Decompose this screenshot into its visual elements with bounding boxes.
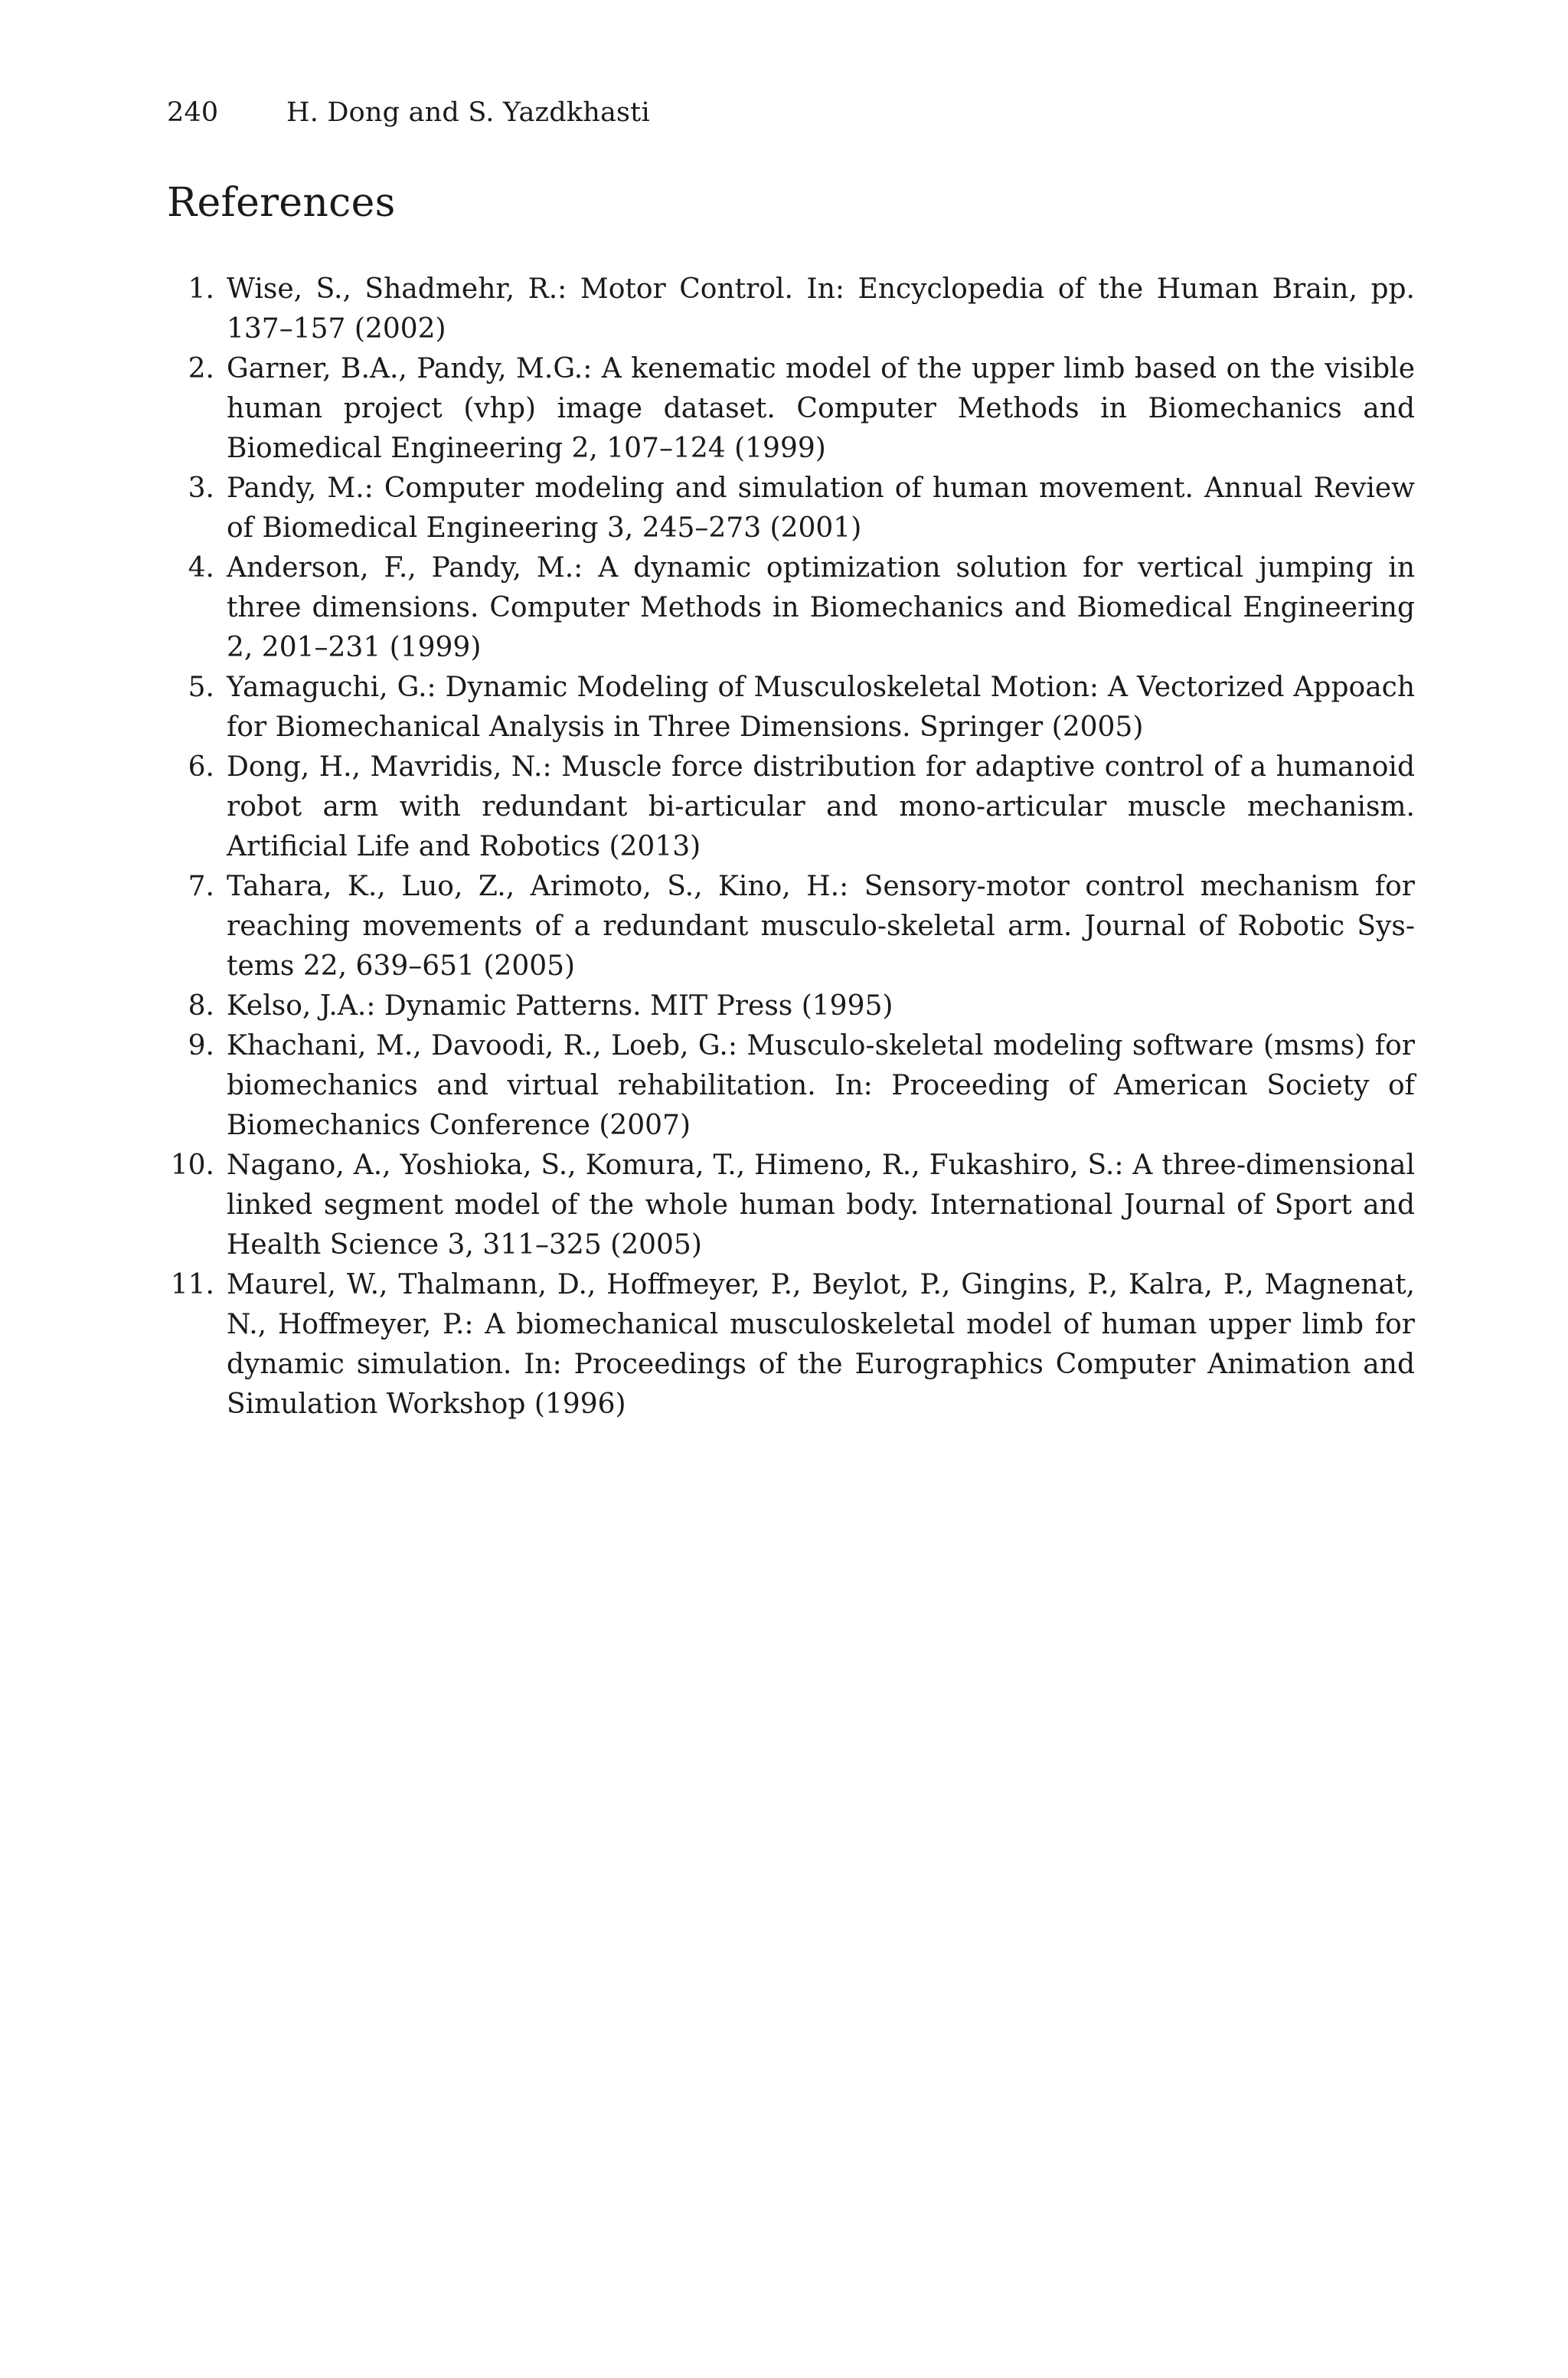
reference-number: 10. — [170, 1150, 214, 1181]
reference-number: 4. — [188, 552, 214, 584]
reference-text: Garner, B.A., Pandy, M.G.: A kenematic model of the upper limb based on the visible human project (vhp) image dataset. Computer Methods in Biomechanics and Biomedical Engineering 2, 107–124 (1999) — [227, 353, 1415, 464]
running-head-authors: H. Dong and S. Yazdkhasti — [286, 97, 650, 128]
reference-text: Kelso, J.A.: Dynamic Patterns. MIT Press (1995) — [227, 990, 893, 1022]
reference-item — [167, 1146, 1415, 1265]
reference-item — [167, 668, 1415, 747]
reference-number: 8. — [188, 990, 214, 1022]
reference-text: Khachani, M., Davoodi, R., Loeb, G.: Musculo-skeletal modeling software (msms) for biomechanics and virtual rehabilitation. In: Proceeding of American Society of Biomechanics Conference (2007) — [227, 1030, 1415, 1141]
reference-item — [167, 469, 1415, 548]
reference-number: 6. — [188, 751, 214, 783]
reference-number: 5. — [188, 672, 214, 703]
reference-text: Dong, H., Mavridis, N.: Muscle force distribution for adaptive control of a humanoid robot arm with redundant bi-articular and mono-articular muscle mechanism. Artificial Life and Robotics (2013) — [227, 751, 1415, 862]
running-head — [167, 96, 650, 129]
reference-text: Anderson, F., Pandy, M.: A dynamic optimization solution for vertical jumping in three dimensions. Computer Methods in Biomechanics and Biomedical Engineering 2, 201–231 (1999) — [227, 552, 1415, 663]
reference-number: 1. — [188, 273, 214, 305]
reference-text: Yamaguchi, G.: Dynamic Modeling of Musculoskeletal Motion: A Vectorized Appoach for Biomechanical Analysis in Three Dimensions. Springer (2005) — [227, 672, 1415, 743]
reference-text: Maurel, W., Thalmann, D., Hoffmeyer, P., Beylot, P., Gingins, P., Kalra, P., Magnenat, N., Hoffmeyer, P.: A biomechanical musculoskeletal model of human upper limb for dynamic simulation. In: Proceedings of the Eurographics Computer Animation and Simulation Workshop (1996) — [227, 1269, 1415, 1420]
reference-list — [167, 270, 1415, 1425]
reference-item — [167, 349, 1415, 469]
reference-item — [167, 548, 1415, 668]
reference-item — [167, 1265, 1415, 1425]
reference-text: Wise, S., Shadmehr, R.: Motor Control. In: Encyclopedia of the Human Brain, pp. 137–157 (2002) — [227, 273, 1415, 345]
reference-number: 3. — [188, 473, 214, 504]
reference-text: Nagano, A., Yoshioka, S., Komura, T., Himeno, R., Fukashiro, S.: A three-dimensional linked segment model of the whole human body. International Journal of Sport and Health Science 3, 311–325 (2005) — [227, 1150, 1415, 1261]
reference-number: 7. — [188, 871, 214, 902]
reference-number: 9. — [188, 1030, 214, 1061]
reference-item — [167, 270, 1415, 349]
reference-item — [167, 867, 1415, 986]
section-title: References — [167, 180, 396, 226]
reference-number: 11. — [170, 1269, 214, 1300]
reference-item — [167, 986, 1415, 1026]
reference-text: Pandy, M.: Computer modeling and simulation of human movement. Annual Review of Biomedical Engineering 3, 245–273 (2001) — [227, 473, 1415, 544]
reference-item — [167, 747, 1415, 867]
reference-text: Tahara, K., Luo, Z., Arimoto, S., Kino, H.: Sensory-motor control mechanism for reaching movements of a redundant musculo-skeletal arm. Journal of Robotic Systems 22, 639–651 (2005) — [227, 871, 1415, 982]
reference-number: 2. — [188, 353, 214, 384]
page-number: 240 — [167, 97, 219, 128]
reference-item — [167, 1026, 1415, 1146]
